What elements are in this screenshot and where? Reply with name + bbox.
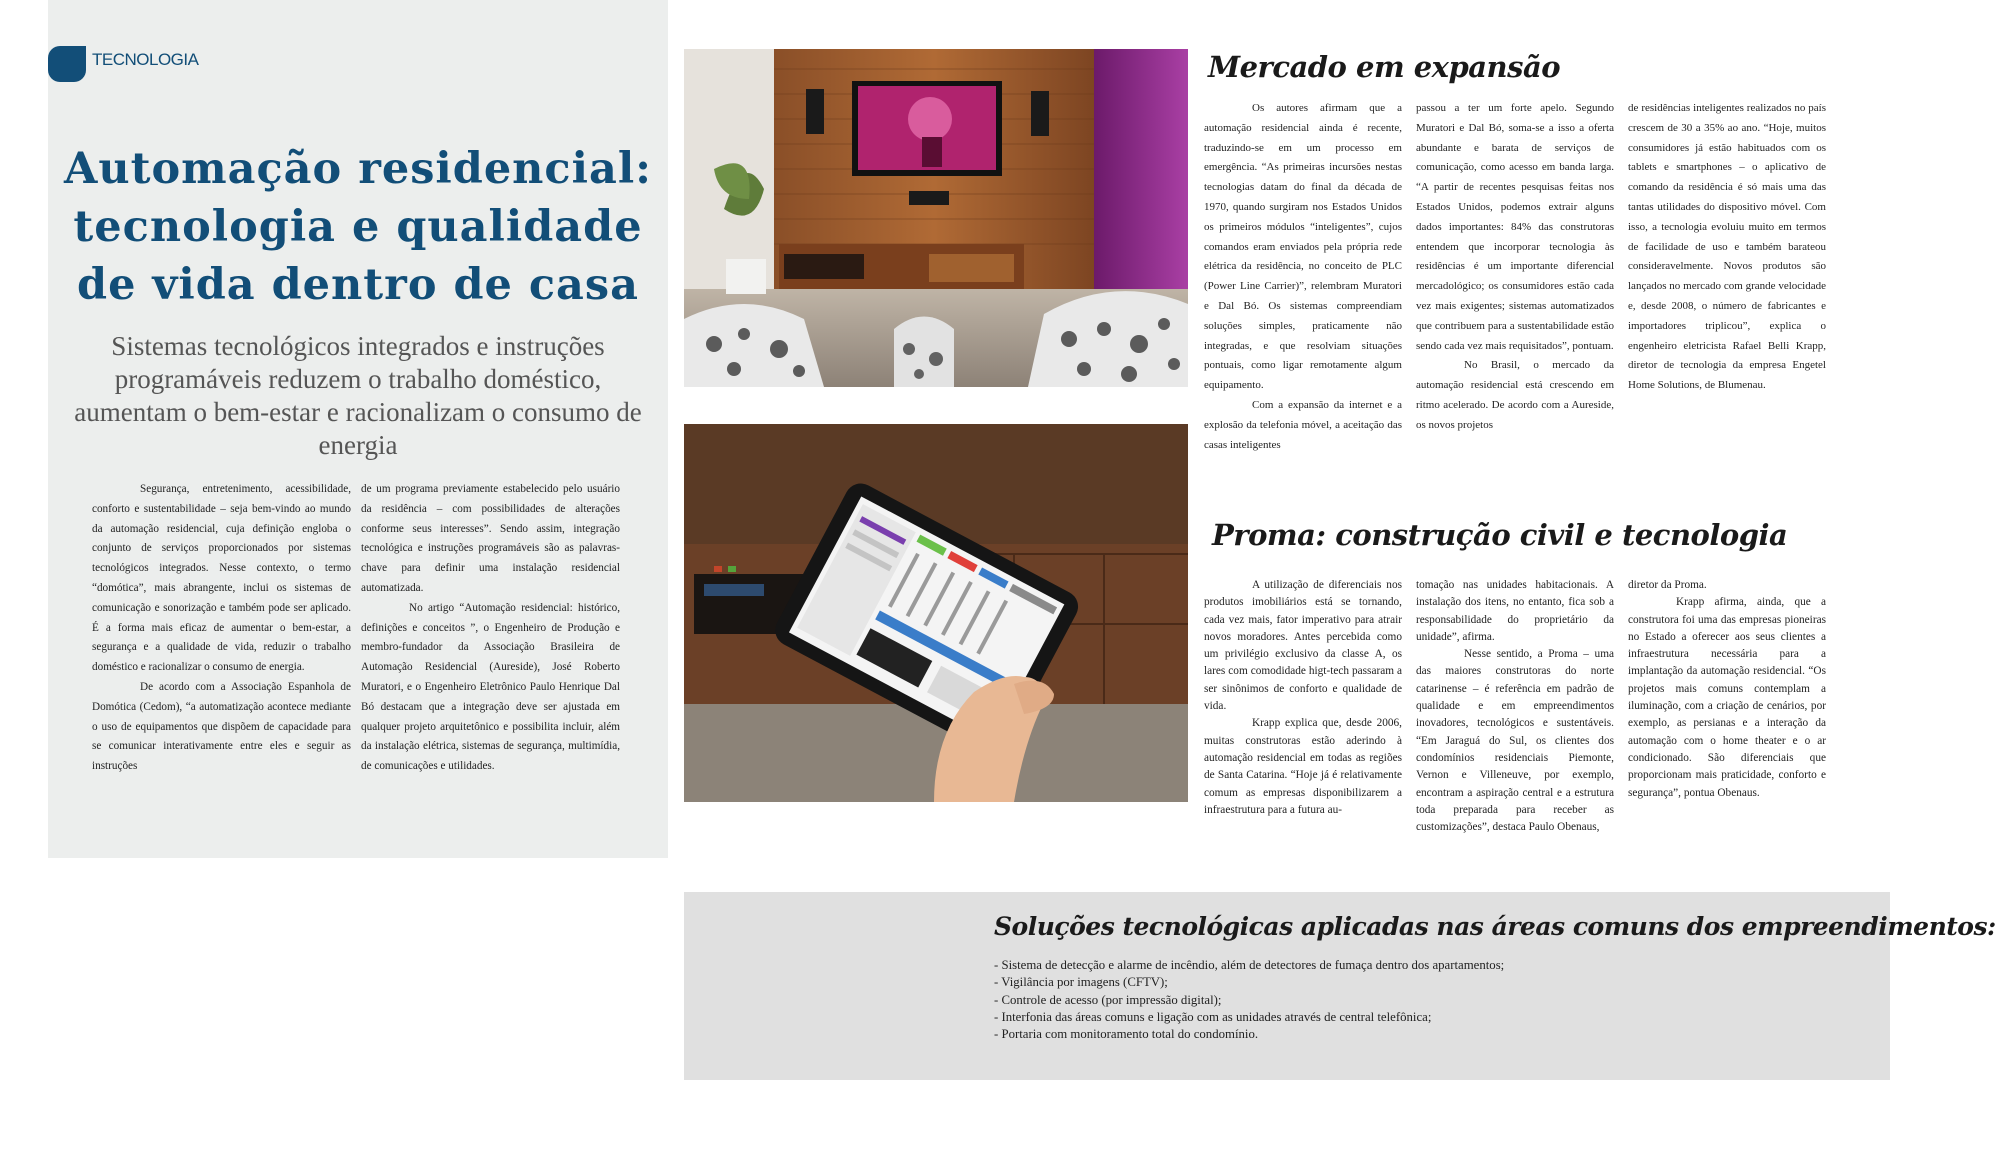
intro-columns: [92, 480, 620, 777]
solutions-title: Soluções tecnológicas aplicadas nas áreas comuns dos empreendimentos:: [994, 912, 1996, 941]
list-item: - Portaria com monitoramento total do condomínio.: [994, 1027, 1259, 1042]
intro-column-1: [92, 480, 351, 777]
paragraph: Krapp afirma, ainda, que a construtora foi uma das empresas pioneiras no Estado a oferecer aos seus clientes a infraestrutura necessária para a implantação da automação residencial. “Os projetos mais comuns contemplam a iluminação, com a criação de cenários, por exemplo, as persianas e a interação da automação com o home theater e o ar condicionado. São diferenciais que proporcionam mais praticidade, conforto e segurança”, pontua Obenaus.: [1628, 596, 1826, 799]
proma-columns: [1204, 577, 1826, 836]
paragraph: No Brasil, o mercado da automação residencial está crescendo em ritmo acelerado. De acordo com a Aureside, os novos projetos: [1416, 359, 1614, 431]
mercado-columns: [1204, 99, 1826, 455]
headline: [48, 140, 668, 314]
tablet-control-photo: [684, 424, 1188, 802]
intro-column-2: [361, 480, 620, 777]
paragraph: Krapp explica que, desde 2006, muitas construtoras estão aderindo à automação residencial em todas as regiões de Santa Catarina. “Hoje já é relativamente comum as empresas disponibilizarem a infraestrutura para a futura au-: [1204, 717, 1402, 816]
list-item: - Sistema de detecção e alarme de incêndio, além de detectores de fumaça dentro dos apartamentos;: [994, 958, 1505, 972]
paragraph: Com a expansão da internet e a explosão da telefonia móvel, a aceitação das casas inteligentes: [1204, 398, 1402, 451]
paragraph: De acordo com a Associação Espanhola de Domótica (Cedom), “a automatização acontece mediante o uso de equipamentos que dispõem de capacidade para se comunicar interativamente entre eles e seguir as instruções: [92, 680, 351, 773]
paragraph: Os autores afirmam que a automação residencial ainda é recente, traduzindo-se em um processo em emergência. “As primeiras incursões nestas tecnologias datam do final da década de 1970, quando surgiram nos Estados Unidos os primeiros módulos “inteligentes”, cujos comandos eram enviados pela própria rede elétrica da residência, no conceito de PLC (Power Line Carrier)”, relembram Muratori e Dal Bó. Os sistemas compreendiam soluções simples, praticamente não integradas, e que resolviam situações pontuais, como ligar remotamente algum equipamento.: [1204, 102, 1402, 392]
living-room-illustration: [684, 49, 1188, 387]
section-title-mercado: Mercado em expansão: [1208, 50, 1561, 84]
paragraph: de um programa previamente estabelecido pelo usuário da residência – com possibilidades de alterações conforme seus interesses”. Sendo assim, integração tecnológica e instruções programáveis são as palavras-chave para definir uma instalação residencial automatizada.: [361, 483, 620, 594]
paragraph: de residências inteligentes realizados no país crescem de 30 a 35% ao ano. “Hoje, muitos consumidores já estão habituados com os tablets e smartphones – o aplicativo de comando da residência é só mais uma das tantas utilidades do dispositivo móvel. Com isso, a tecnologia evoluiu muito em termos de facilidade de uso e também barateou consideravelmente. Novos produtos são lançados no mercado com grande velocidade e, desde 2008, o número de fabricantes e importadores triplicou”, explica o engenheiro eletricista Rafael Belli Krapp, diretor de tecnologia da empresa Engetel Home Solutions, de Blumenau.: [1628, 102, 1826, 392]
mercado-column-2: [1416, 99, 1614, 455]
section-tag-block: [48, 46, 86, 82]
mercado-column-3: [1628, 99, 1826, 455]
living-room-tv-photo: [684, 49, 1188, 387]
list-item: - Interfonia das áreas comuns e ligação com as unidades através de central telefônica;: [994, 1009, 1432, 1024]
paragraph: passou a ter um forte apelo. Segundo Muratori e Dal Bó, soma-se a isso a oferta abundante e barata de serviços de comunicação, como acesso em banda larga. “A partir de recentes pesquisas feitas nos Estados Unidos, podemos extrair alguns dados importantes: 84% das construtoras entendem que incorporar tecnologia às residências é um importante diferencial mercadológico; os consumidores estão cada vez mais exigentes; sistemas automatizados que contribuem para a sustentabilidade estão sendo cada vez mais requisitados”, pontuam.: [1416, 102, 1614, 352]
list-item: - Vigilância por imagens (CFTV);: [994, 975, 1168, 990]
section-title-proma: Proma: construção civil e tecnologia: [1212, 518, 1788, 552]
proma-column-1: [1204, 577, 1402, 836]
headline-line-1: Automação residencial:: [63, 144, 653, 194]
mercado-column-1: [1204, 99, 1402, 455]
paragraph: Nesse sentido, a Proma – uma das maiores construtoras do norte catarinense – é referência em padrão de qualidade e em empreendimentos inovadores, tecnológicos e sustentáveis. “Em Jaraguá do Sul, os clientes dos condomínios residenciais Piemonte, Vernon e Villeneuve, por exemplo, encontram a aspiração central e a estrutura toda preparada para receber as customizações”, destaca Paulo Obenaus,: [1416, 648, 1614, 834]
paragraph: diretor da Proma.: [1628, 579, 1707, 591]
paragraph: Segurança, entretenimento, acessibilidade, conforto e sustentabilidade – seja bem-vindo ao mundo da automação residencial, cuja definição engloba o conjunto de serviços proporcionados por sistemas tecnológicos integrados. Nesse contexto, o termo “domótica”, mais abrangente, inclui os sistemas de comunicação e sonorização e também pode ser aplicado. É a forma mais eficaz de aumentar o bem-estar, a segurança e a qualidade de vida, reduzir o trabalho doméstico e racionalizar o consumo de energia.: [92, 483, 351, 674]
section-tag: [48, 46, 199, 82]
section-tag-label: TECNOLOGIA: [92, 50, 199, 69]
proma-column-3: [1628, 577, 1826, 836]
subheadline: Sistemas tecnológicos integrados e instruções programáveis reduzem o trabalho doméstico, aumentam o bem-estar e racionalizam o consumo de energia: [74, 331, 642, 460]
list-item: - Controle de acesso (por impressão digital);: [994, 992, 1222, 1007]
tablet-illustration: [684, 424, 1188, 802]
proma-column-2: [1416, 577, 1614, 836]
headline-line-3: de vida dentro de casa: [77, 260, 639, 310]
paragraph: A utilização de diferenciais nos produtos imobiliários está se tornando, cada vez mais, fator imperativo para atrair novos moradores. Antes percebida como um privilégio exclusivo da classe A, os lares com comodidade higt-tech passaram a ser sinônimos de conforto e qualidade de vida.: [1204, 579, 1402, 713]
headline-line-2: tecnologia e qualidade: [73, 202, 643, 252]
paragraph: No artigo “Automação residencial: histórico, definições e conceitos ”, o Engenheiro de Produção e membro-fundador da Associação Brasileira de Automação Residencial (Aureside), José Roberto Muratori, e o Engenheiro Eletrônico Paulo Henrique Dal Bó destacam que a integração deve ser ajustada em qualquer projeto arquitetônico e possibilita incluir, além da instalação elétrica, sistemas de segurança, multimídia, de comunicações e utilidades.: [361, 601, 620, 773]
solutions-list: [994, 957, 1504, 1043]
paragraph: tomação nas unidades habitacionais. A instalação dos itens, no entanto, fica sob a responsabilidade do proprietário da unidade”, afirma.: [1416, 579, 1614, 643]
